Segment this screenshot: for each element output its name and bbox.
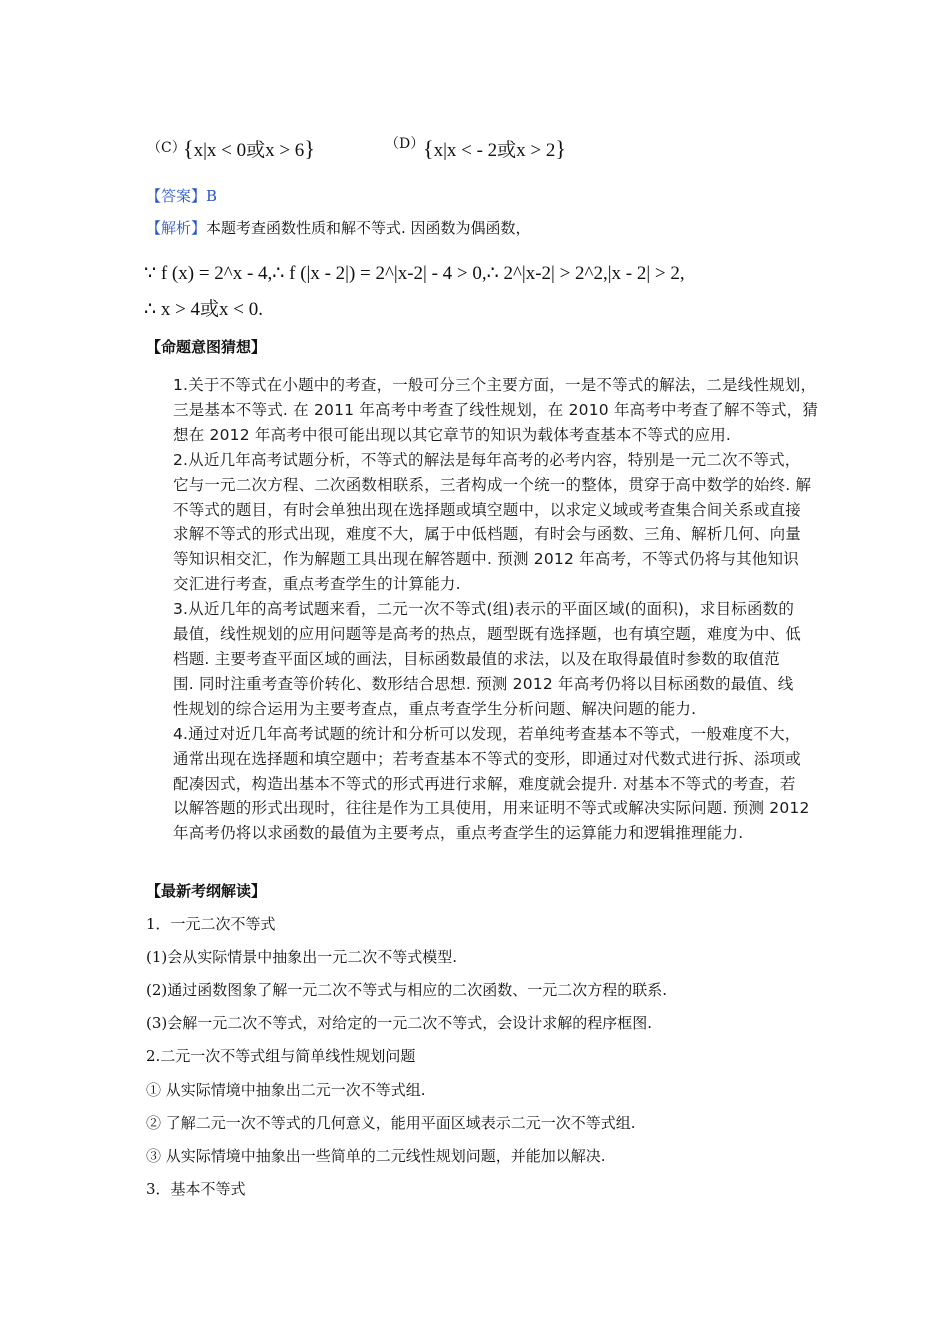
intent-line: 1.关于不等式在小题中的考查，一般可分三个主要方面，一是不等式的解法，二是线性规划，: [173, 376, 817, 394]
intent-line: 档题. 主要考查平面区域的画法，目标函数最值的求法，以及在取得最值时参数的取值范: [173, 649, 780, 668]
intent-line: 三是基本不等式. 在 2011 年高考中考查了线性规划，在 2010 年高考中考查了解不等式，猜: [173, 400, 819, 419]
option-d-expr-text: x|x < - 2或x > 2: [433, 140, 556, 161]
intent-block: [173, 373, 873, 846]
option-d-expression: {x|x < - 2或x > 2}: [423, 136, 566, 161]
option-c-expression: {x|x < 0或x > 6}: [183, 136, 315, 161]
option-c-expr-text: x|x < 0或x > 6: [193, 140, 305, 161]
syllabus-item: ③ 从实际情境中抽象出一些简单的二元线性规划问题，并能加以解决.: [146, 1147, 606, 1165]
intent-line: 通常出现在选择题和填空题中；若考查基本不等式的变形，即通过对代数式进行拆、添项或: [173, 749, 802, 768]
syllabus-item: (1)会从实际情景中抽象出一元二次不等式模型.: [146, 948, 458, 966]
intent-line: 3.从近几年的高考试题来看，二元一次不等式(组)表示的平面区域(的面积)，求目标函数的: [173, 600, 795, 619]
analysis-tag: 【解析】: [146, 219, 207, 237]
intent-heading: 【命题意图猜想】: [146, 338, 267, 356]
intent-line: 它与一元二次方程、二次函数相联系，三者构成一个统一的整体，贯穿于高中数学的始终. 解: [173, 475, 812, 494]
intent-line: 不等式的题目，有时会单独出现在选择题或填空题中，以求定义域或考查集合间关系或直接: [173, 500, 802, 519]
intent-line: 围. 同时注重考查等价转化、数形结合思想. 预测 2012 年高考仍将以目标函数的最值、线: [173, 674, 794, 693]
syllabus-item: 1．一元二次不等式: [146, 915, 276, 933]
intent-line: 想在 2012 年高考中很可能出现以其它章节的知识为载体考查基本不等式的应用.: [173, 425, 732, 444]
intent-line: 交汇进行考查，重点考查学生的计算能力.: [173, 575, 461, 594]
intent-line: 4.通过对近几年高考试题的统计和分析可以发现，若单纯考查基本不等式，一般难度不大，: [173, 724, 801, 743]
analysis-line: [146, 218, 531, 238]
answer-line: [146, 186, 217, 206]
syllabus-item: ① 从实际情境中抽象出二元一次不等式组.: [146, 1081, 426, 1099]
syllabus-item: (2)通过函数图象了解一元二次不等式与相应的二次函数、一元二次方程的联系.: [146, 981, 668, 999]
syllabus-item: ② 了解二元一次不等式的几何意义，能用平面区域表示二元一次不等式组.: [146, 1114, 636, 1132]
syllabus-item: 3．基本不等式: [146, 1180, 246, 1198]
intent-line: 2.从近几年高考试题分析，不等式的解法是每年高考的必考内容，特别是一元二次不等式，: [173, 450, 801, 469]
intent-line: 等知识相交汇，作为解题工具出现在解答题中. 预测 2012 年高考，不等式仍将与其他知识: [173, 550, 799, 569]
option-d-label: （D）: [385, 136, 425, 152]
intent-line: 以解答题的形式出现时，往往是作为工具使用，用来证明不等式或解决实际问题. 预测 2012: [173, 799, 810, 818]
analysis-math-line-1: ∵ f (x) = 2^x - 4,∴ f (|x - 2|) = 2^|x-2| - 4 > 0,∴ 2^|x-2| > 2^2,|x - 2| > 2,: [144, 263, 685, 284]
intent-line: 最值，线性规划的应用问题等是高考的热点，题型既有选择题，也有填空题，难度为中、低: [173, 625, 802, 644]
intent-line: 配凑因式，构造出基本不等式的形式再进行求解，难度就会提升. 对基本不等式的考查，若: [173, 774, 796, 793]
intent-line: 性规划的综合运用为主要考查点，重点考查学生分析问题、解决问题的能力.: [173, 699, 697, 718]
syllabus-item: 2.二元一次不等式组与简单线性规划问题: [146, 1047, 416, 1065]
analysis-math-line-2: ∴ x > 4或x < 0.: [144, 299, 264, 320]
intent-line: 求解不等式的形式出现，难度不大，属于中低档题，有时会与函数、三角、解析几何、向量: [173, 525, 802, 544]
option-c-label: （C）: [147, 140, 186, 156]
intent-line: 年高考仍将以求函数的最值为主要考点，重点考查学生的运算能力和逻辑推理能力.: [173, 824, 744, 843]
answer-tag: 【答案】: [146, 187, 207, 205]
answer-value: B: [206, 187, 218, 205]
analysis-text: 本题考查函数性质和解不等式. 因函数为偶函数，: [206, 219, 531, 237]
syllabus-heading: 【最新考纲解读】: [146, 882, 267, 900]
syllabus-item: (3)会解一元二次不等式，对给定的一元二次不等式，会设计求解的程序框图.: [146, 1014, 653, 1032]
